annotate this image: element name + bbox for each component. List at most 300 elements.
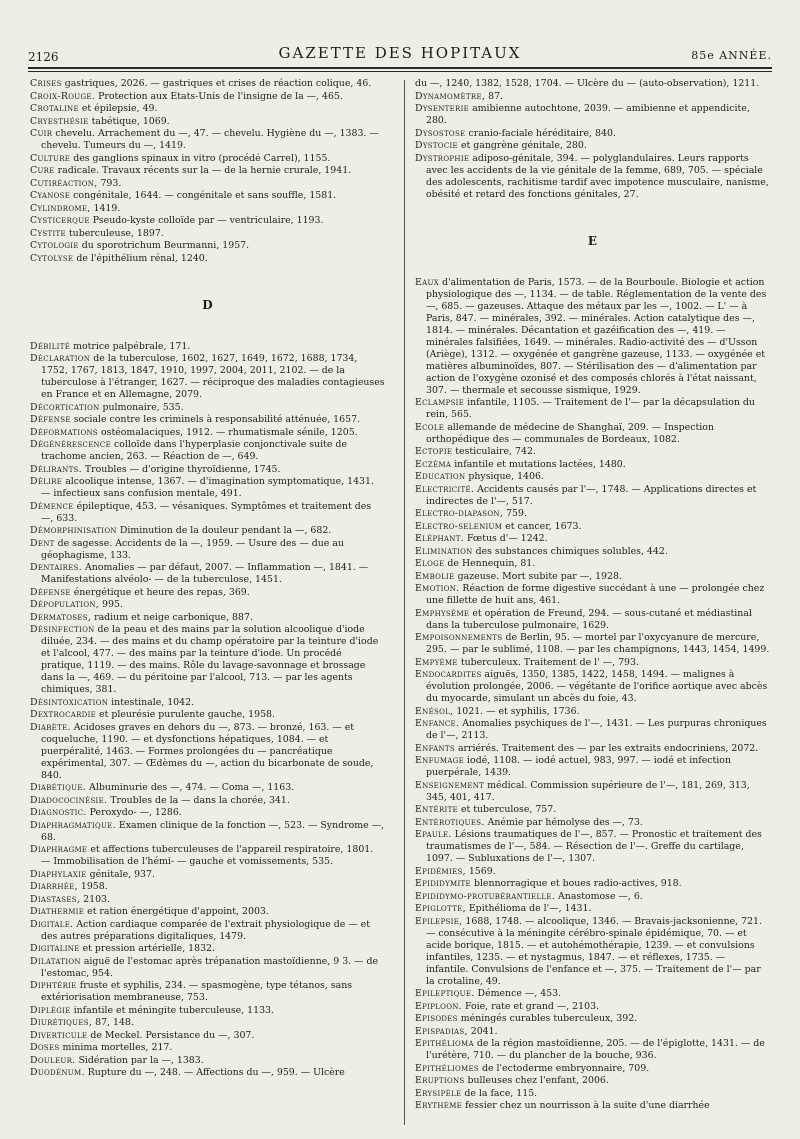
- index-entry: [415, 508, 770, 520]
- index-entry: [30, 103, 385, 115]
- entry-text: radicale. Travaux récents sur la — de la hernie crurale, 1941.: [57, 165, 352, 176]
- entry-term: Cytologie: [30, 240, 79, 251]
- entry-text: Epithélioma de l'—, 1431.: [468, 903, 592, 914]
- entry-term: Digitale.: [30, 918, 74, 930]
- entry-term: Epaule.: [415, 829, 452, 840]
- entry-text: Troubles — d'origine thyroïdienne, 1745.: [84, 463, 281, 475]
- entry-term: Déformations: [30, 426, 99, 438]
- entry-term: Dilatation: [30, 955, 81, 967]
- header-rule-thin: [28, 71, 772, 72]
- entry-text: Troubles de la — dans la chorée, 341.: [110, 794, 290, 806]
- index-entry: [415, 1001, 770, 1013]
- index-entry: [415, 1088, 770, 1100]
- index-entry: [30, 1030, 385, 1042]
- entry-term: Cuir: [30, 128, 53, 139]
- index-entry: [30, 525, 385, 537]
- entry-text: motrice palpébrale, 171.: [73, 340, 191, 352]
- entry-term: Diaphragme: [30, 844, 88, 855]
- index-entry: [30, 562, 385, 586]
- entry-term: Défense: [30, 586, 71, 598]
- index-entry: [415, 1038, 770, 1062]
- index-entry: [30, 881, 385, 893]
- entry-term: Electro-diapason,: [415, 508, 504, 519]
- header-rule: [28, 67, 772, 69]
- entry-text: minima mortelles, 217.: [62, 1042, 173, 1053]
- entry-term: Embolie: [415, 570, 455, 582]
- entry-term: Diverticule: [30, 1029, 88, 1041]
- entry-term: Cutiréaction,: [30, 177, 98, 189]
- section-letter: E: [587, 233, 598, 248]
- entry-term: Dégénérescence: [30, 439, 111, 450]
- index-entry: [415, 571, 770, 583]
- index-entry: [30, 215, 385, 227]
- entry-term: Dermatoses,: [30, 611, 92, 623]
- entry-term: Enfants: [415, 742, 455, 754]
- index-entry: [30, 795, 385, 807]
- index-entry: [415, 780, 770, 804]
- entry-text: de la peau et des mains par la solution alcoolique d'iode diluée, 234. — des mains et du champ opératoire par la teinture d'iode et l'alcool, 477. — des mains par la teinture d'iode. Un procédé pratique, 1119. — des mains. Rôle du lavage-savonnage et brossage dans la —, 469. — du péritoine par l'alcool, 713. — par les agents chimiques, 381.: [41, 624, 379, 695]
- entry-text: médical. Commission supérieure de l'—, 181, 269, 313, 345, 401, 417.: [426, 779, 750, 803]
- index-entry: [415, 484, 770, 508]
- index-entry: [415, 128, 770, 140]
- entry-term: Diastases,: [30, 893, 81, 905]
- entry-text: d'alimentation de Paris, 1573. — de la Bourboule. Biologie et action physiologique des —, 1134. — de table. Réglementation de la vente des —, 685. — gazeuses. Attaque des métaux par les —, 1002. — L' — à Paris, 847. — minérales, 392. — minérales. Action catalytique des —, 1814. — minérales. Décantation et gazéification des —, 419. — minérales falsifiées, 1649. — minérales. Radio-activité des — d'Usson (Ariège), 1312. — oxygénée et gangrène gazeuse, 1133. — oxygénée et matières albuminoïdes, 807. — Stérilisation des — d'alimentation par action de l'oxygène ozonisé et des composés chlorés à l'état naissant, 307. — thermale et secousse sismique, 1929.: [426, 276, 767, 396]
- index-entry: [415, 1075, 770, 1087]
- entry-text: physique, 1406.: [468, 471, 544, 482]
- entry-text: aiguë de l'estomac après trépanation mastoïdienne, 9 3. — de l'estomac, 954.: [41, 955, 379, 979]
- entry-term: Diagnostic.: [30, 807, 87, 818]
- entry-term: Empoisonnements: [415, 632, 503, 643]
- index-entry: [30, 980, 385, 1004]
- entry-term: Défense: [30, 414, 71, 425]
- section-letter: D: [202, 297, 213, 312]
- entry-text: allemande de médecine de Shanghaï, 209. — Inspection orthopédique des — communales de Bordeaux, 1082.: [426, 421, 714, 445]
- entry-text: et cancer, 1673.: [505, 520, 582, 532]
- entry-text: adiposo-génitale, 394. — polyglandulaires. Leurs rapports avec les accidents de la vie génitale de la femme, 689, 705. — spéciale des adolescents, rachitisme tardif avec impotence musculaire, nanisme, obésité et retard des fonctions génitales, 27.: [426, 152, 769, 200]
- entry-term: Dextrocardie: [30, 709, 97, 720]
- entry-term: Duodénum.: [30, 1067, 85, 1078]
- entry-text: 1569.: [468, 865, 496, 877]
- index-entry: [30, 894, 385, 906]
- index-entry: [30, 697, 385, 709]
- index-entry: [30, 203, 385, 215]
- index-entry: [415, 755, 770, 779]
- entry-text: de la tuberculose, 1602, 1627, 1649, 1672, 1688, 1734, 1752, 1767, 1813, 1847, 1910, 1997, 2004, 2011, 2102. — de la tuberculose à l'étranger, 1627. — réciproque des maladies contagieuses en France et en Allemagne, 2079.: [41, 353, 385, 400]
- entry-text: ostéomalaciques, 1912. — rhumatismale sénile, 1205.: [101, 426, 358, 438]
- entry-text: 2041.: [470, 1025, 498, 1037]
- column-separator: [404, 80, 405, 1125]
- entry-text: et gangrène génitale, 280.: [460, 140, 587, 151]
- index-entry: [30, 178, 385, 190]
- entry-term: Délire: [30, 476, 63, 487]
- entry-term: Enseignement: [415, 779, 485, 791]
- index-entry: [30, 624, 385, 696]
- entry-term: Epithéliomes: [415, 1062, 480, 1074]
- index-entry: [30, 240, 385, 252]
- entry-term: Cure: [30, 165, 55, 176]
- left-column: [30, 78, 385, 1080]
- entry-text: Rupture du —, 248. — Affections du —, 959. — Ulcère: [87, 1067, 345, 1078]
- entry-text: alcoolique intense, 1367. — d'imagination symptomatique, 1431. — infectieux sans confusion mentale, 491.: [41, 476, 374, 499]
- entry-text: de Berlin, 95. — mortel par l'oxycyanure de mercure, 295. — par le sublimé, 1108. — par les champignons, 1443, 1454, 1499.: [426, 632, 770, 655]
- entry-term: Démence: [30, 500, 74, 512]
- index-entry: [415, 558, 770, 570]
- index-entry: [30, 1055, 385, 1067]
- entry-term: Epithélioma: [415, 1038, 474, 1049]
- entry-text: Pseudo-kyste colloïde par — ventriculaire, 1193.: [92, 215, 324, 226]
- entry-text: Réaction de forme digestive succédant à une — prolongée chez une fillette de huit ans, 461.: [426, 583, 765, 606]
- entry-term: Erythème: [415, 1100, 463, 1111]
- entry-text: intestinale, 1042.: [111, 696, 195, 708]
- entry-text: iodé, 1108. — iodé actuel, 983, 997. — iodé et infection puerpérale, 1439.: [426, 755, 731, 778]
- index-entry: [415, 91, 770, 103]
- entry-text: Anémie par hémolyse des —, 73.: [487, 816, 643, 828]
- index-entry: [30, 612, 385, 624]
- entry-text: 1419.: [93, 202, 121, 214]
- entry-term: Epididymite: [415, 878, 471, 889]
- entry-term: Eloge: [415, 558, 445, 569]
- index-entry: [30, 116, 385, 128]
- entry-text: Acidoses graves en dehors du —, 873. — bronzé, 163. — et coqueluche, 1190. — et dysfonctions hépatiques, 1084. — et puerpéralité, 1463. — Formes prolongées du — pancréatique expérimental, 307. — Œdèmes du —, action du bicarbonate de soude, 840.: [41, 721, 374, 781]
- entry-term: Emphysème: [415, 607, 470, 619]
- index-entry: [30, 165, 385, 177]
- entry-term: Cysticerque: [30, 215, 90, 226]
- entry-term: Dynamomètre,: [415, 90, 486, 102]
- entry-text: radium et neige carbonique, 887.: [94, 611, 253, 623]
- index-entry: [30, 709, 385, 721]
- entry-text: et opération de Freund, 294. — sous-cutané et médiastinal dans la tuberculose pulmonaire, 1629.: [426, 607, 752, 631]
- entry-term: Dent: [30, 537, 55, 549]
- index-entry: [30, 599, 385, 611]
- entry-text: Diminution de la douleur pendant la —, 682.: [119, 525, 332, 536]
- entry-text: Fœtus d'— 1242.: [466, 533, 548, 544]
- entry-text: et pression artérielle, 1832.: [82, 943, 215, 954]
- index-entry: [415, 446, 770, 458]
- entry-text: des substances chimiques solubles, 442.: [475, 545, 668, 557]
- index-entry: [415, 1063, 770, 1075]
- entry-term: Epispadias,: [415, 1025, 468, 1037]
- entry-text: de la région mastoïdienne, 205. — de l'épiglotte, 1431. — de l'urétère, 710. — du plancher de la bouche, 936.: [426, 1038, 765, 1061]
- entry-term: Douleur.: [30, 1054, 76, 1066]
- entry-term: Enfumage: [415, 755, 465, 766]
- index-entry: [415, 916, 770, 988]
- index-entry: [30, 1005, 385, 1017]
- entry-text: Accidents causés par l'—, 1748. — Applications directes et indirectes de l'—, 517.: [426, 483, 757, 507]
- entry-term: Epiglotte,: [415, 903, 466, 914]
- index-entry: [415, 153, 770, 201]
- index-entry: [30, 91, 385, 103]
- index-entry: [30, 402, 385, 414]
- index-entry: [30, 414, 385, 426]
- index-entry: [415, 546, 770, 558]
- entry-text: pulmonaire, 535.: [102, 401, 184, 413]
- entry-term: Dystrophie: [415, 152, 470, 164]
- entry-term: Endocardites: [415, 669, 482, 680]
- entry-text: Protection aux Etats-Unis de l'insigne de la —, 465.: [98, 90, 343, 102]
- entry-text: arriérés. Traitement des — par les extraits endocriniens, 2072.: [457, 742, 759, 754]
- entry-term: Croix-Rouge.: [30, 90, 96, 102]
- index-entry: [415, 743, 770, 755]
- entry-term: Diphtérie: [30, 980, 77, 991]
- index-entry: [415, 891, 770, 903]
- index-entry: [415, 277, 770, 397]
- index-entry: [30, 587, 385, 599]
- entry-text: et tuberculose, 757.: [460, 804, 557, 815]
- entry-term: Diaphylaxie: [30, 868, 87, 880]
- entry-term: Erysipèle: [415, 1087, 462, 1099]
- entry-text: 1688, 1748. — alcoolique, 1346. — Bravais-jacksonienne, 721. — consécutive à la méningite cérébro-spinale épidémique, 70. — et acide borique, 1815. — et autohémothérapie, 1239. — et convulsions infantiles, 1235. — et nystagmus, 1847. — et réflexes, 1735. — infantile. Convulsions de l'enfance et —, 375. — Traitement de l'— par la crotaline, 49.: [426, 915, 763, 987]
- entry-term: Epidémies,: [415, 865, 466, 877]
- index-entry: [415, 632, 770, 656]
- entry-term: Diadococinésie.: [30, 794, 108, 806]
- index-entry: [30, 722, 385, 782]
- index-entry: [30, 538, 385, 562]
- entry-term: Entérite: [415, 804, 458, 815]
- entry-text: amibienne autochtone, 2039. — amibienne et appendicite, 280.: [426, 103, 750, 126]
- index-entry: [30, 501, 385, 525]
- entry-term: Délirants.: [30, 463, 82, 475]
- entry-text: sociale contre les criminels à responsabilité atténuée, 1657.: [73, 414, 361, 425]
- entry-text: Anomalies psychiques de l'—, 1431. — Les purpuras chroniques de l'—, 2113.: [426, 718, 767, 741]
- entry-text: infantile et méningite tuberculeuse, 1133.: [73, 1004, 275, 1016]
- entry-term: Eclampsie: [415, 397, 465, 408]
- index-entry: [30, 919, 385, 943]
- entry-term: Déclaration: [30, 353, 91, 364]
- entry-term: Dentaires.: [30, 562, 83, 573]
- entry-text: Action cardiaque comparée de l'extrait physiologique de — et des autres préparations digitaliques, 1479.: [41, 918, 370, 942]
- index-entry: [415, 1013, 770, 1025]
- index-entry: [415, 397, 770, 421]
- index-entry: [30, 869, 385, 881]
- entry-term: Enésol,: [415, 705, 454, 717]
- entry-term: Cylindrome,: [30, 202, 91, 214]
- entry-term: Crises: [30, 78, 62, 89]
- entry-term: Cryesthésie: [30, 115, 89, 127]
- page-number: 2126: [28, 50, 59, 64]
- index-entry: [415, 866, 770, 878]
- entry-term: Eléphant.: [415, 533, 464, 544]
- index-entry: [415, 103, 770, 127]
- entry-text: et épilepsie, 49.: [81, 103, 158, 114]
- entry-text: gastriques, 2026. — gastriques et crises de réaction colique, 46.: [64, 78, 372, 89]
- entry-term: Dystocie: [415, 140, 458, 151]
- entry-text: tabétique, 1069.: [91, 115, 170, 127]
- index-entry: [30, 906, 385, 918]
- entry-text: chevelu. Arrachement du —, 47. — chevelu. Hygiène du —, 1383. — chevelu. Tumeurs du —, 1419.: [41, 128, 379, 151]
- entry-text: gazeuse. Mort subite par —, 1928.: [457, 570, 622, 582]
- entry-text: infantile, 1105. — Traitement de l'— par la décapsulation du rein, 565.: [426, 397, 755, 420]
- entry-term: Empyème: [415, 656, 458, 668]
- entry-term: Cytolyse: [30, 252, 74, 264]
- index-entry: [415, 422, 770, 446]
- entry-term: Diaphragmatique.: [30, 819, 116, 831]
- index-entry: [415, 829, 770, 865]
- entry-term: Diabète.: [30, 721, 71, 733]
- entry-text: tuberculeuse, 1897.: [68, 227, 164, 239]
- index-entry: [30, 464, 385, 476]
- entry-text: Anastomose —, 6.: [558, 890, 643, 902]
- index-entry: [30, 427, 385, 439]
- index-entry: [415, 804, 770, 816]
- index-entry: [415, 706, 770, 718]
- entry-text: de Meckel. Persistance du —, 307.: [90, 1029, 255, 1041]
- entry-text: du —, 1240, 1382, 1528, 1704. — Ulcère du — (auto-observation), 1211.: [415, 78, 760, 89]
- entry-text: et ration énergétique d'appoint, 2003.: [87, 906, 269, 917]
- index-entry: [30, 341, 385, 353]
- index-entry: [30, 190, 385, 202]
- entry-text: fruste et syphilis, 234. — spasmogène, type tétanos, sans extériorisation membraneuse, 753.: [41, 980, 353, 1003]
- entry-term: Diabétique.: [30, 782, 87, 793]
- index-entry: [30, 353, 385, 401]
- index-entry: [30, 1042, 385, 1054]
- index-entry: [30, 1017, 385, 1029]
- index-entry: [415, 78, 770, 90]
- entry-text: 1958.: [80, 881, 108, 892]
- entry-text: Peroxydo- —, 1286.: [89, 807, 182, 818]
- entry-text: des ganglions spinaux in vitro (procédé Carrel), 1155.: [73, 152, 331, 164]
- index-entry: [415, 718, 770, 742]
- entry-term: Débilité: [30, 340, 71, 352]
- index-entry: [415, 521, 770, 533]
- entry-text: congénitale, 1644. — congénitale et sans souffle, 1581.: [73, 190, 337, 201]
- entry-text: fessier chez un nourrisson à la suite d'une diarrhée: [465, 1100, 710, 1111]
- index-entry: [415, 903, 770, 915]
- entry-text: Sidération par la —, 1383.: [78, 1054, 204, 1066]
- entry-term: Digitaline: [30, 943, 80, 954]
- entry-text: 87.: [488, 90, 504, 102]
- index-entry: [30, 128, 385, 152]
- entry-text: Démence —, 453.: [477, 988, 562, 999]
- entry-text: du sporotrichum Beurmanni, 1957.: [81, 240, 250, 251]
- entry-text: 87, 148.: [95, 1017, 134, 1028]
- entry-term: Ectopie: [415, 446, 453, 457]
- index-entry: [415, 140, 770, 152]
- entry-text: de la face, 115.: [464, 1087, 538, 1099]
- entry-text: de l'épithélium rénal, 1240.: [76, 252, 208, 264]
- entry-text: 793.: [100, 177, 122, 189]
- index-entry: [30, 78, 385, 90]
- entry-text: cranio-faciale héréditaire, 840.: [468, 127, 616, 139]
- index-entry: [415, 608, 770, 632]
- index-entry: [415, 817, 770, 829]
- index-entry: [30, 439, 385, 463]
- index-entry: [30, 253, 385, 265]
- entry-text: Foie, rate et grand —, 2103.: [464, 1000, 600, 1012]
- index-entry: [30, 228, 385, 240]
- entry-text: méningés curables tuberculeux, 392.: [460, 1013, 638, 1024]
- entry-term: Episodes: [415, 1013, 458, 1024]
- index-entry: [30, 844, 385, 868]
- entry-text: Examen clinique de la fonction —, 523. — Syndrome —, 68.: [41, 819, 385, 843]
- entry-text: Lésions traumatiques de l'—, 857. — Pronostic et traitement des traumatismes de l'—, 584. — Résection de l'—. Greffe du cartilage, 1097. — Subluxations de l'—, 1307.: [426, 829, 762, 864]
- entry-text: 995.: [102, 599, 123, 610]
- index-entry: [30, 807, 385, 819]
- index-entry: [30, 153, 385, 165]
- index-entry: [415, 878, 770, 890]
- entry-term: Enfance.: [415, 718, 460, 729]
- entry-term: Epilepsie,: [415, 915, 463, 927]
- index-entry: [30, 476, 385, 500]
- index-entry: [30, 820, 385, 844]
- entry-text: énergétique et heure des repas, 369.: [73, 586, 250, 598]
- entry-text: aiguës, 1350, 1385, 1422, 1458, 1494. — malignes à évolution prolongée, 2006. — végétante de l'orifice aortique avec abcès du myocarde, simulant un abcès du foie, 43.: [426, 669, 768, 704]
- entry-term: Décortication: [30, 401, 100, 413]
- entry-text: génitale, 937.: [89, 868, 155, 880]
- entry-text: 1021. — et syphilis, 1736.: [456, 705, 580, 717]
- right-column: [415, 78, 770, 1113]
- entry-term: Doses: [30, 1042, 60, 1053]
- entry-term: Electro-selenium: [415, 520, 503, 532]
- entry-term: Eaux: [415, 276, 439, 288]
- entry-text: infantile et mutations lactées, 1480.: [454, 458, 626, 470]
- entry-term: Diathermie: [30, 906, 85, 917]
- entry-text: testiculaire, 742.: [455, 446, 536, 457]
- entry-term: Eczéma: [415, 458, 452, 470]
- entry-term: Cyanose: [30, 190, 71, 201]
- entry-term: Dysenterie: [415, 103, 470, 114]
- entry-term: Entérotiques.: [415, 816, 485, 828]
- entry-term: Emotion.: [415, 583, 460, 594]
- entry-text: de Hennequin, 81.: [447, 558, 536, 569]
- index-entry: [415, 1100, 770, 1112]
- entry-term: Ecole: [415, 421, 445, 433]
- journal-title: GAZETTE DES HOPITAUX: [278, 44, 522, 62]
- entry-text: épileptique, 453. — vésaniques. Symptômes et traitement des —, 633.: [41, 500, 372, 524]
- entry-text: Anomalies — par défaut, 2007. — Inflammation —, 1841. — Manifestations alvéolo- — de la tuberculose, 1451.: [41, 562, 369, 585]
- index-entry: [415, 533, 770, 545]
- entry-term: Diurétiques,: [30, 1017, 93, 1028]
- index-entry: [30, 956, 385, 980]
- entry-term: Electricité.: [415, 483, 475, 495]
- index-entry: [30, 1067, 385, 1079]
- index-entry: [415, 1026, 770, 1038]
- entry-term: Culture: [30, 152, 71, 164]
- entry-text: de sagesse. Accidents de la —, 1959. — Usure des — due au géophagisme, 133.: [41, 537, 344, 561]
- index-entry: [415, 657, 770, 669]
- index-entry: [415, 988, 770, 1000]
- entry-text: et pleurésie purulente gauche, 1958.: [99, 709, 275, 720]
- entry-text: et affections tuberculeuses de l'appareil respiratoire, 1801. — Immobilisation de l'hémi- — gauche et vomissements, 535.: [41, 844, 374, 867]
- index-entry: [30, 943, 385, 955]
- index-entry: [415, 669, 770, 705]
- entry-text: bulleuses chez l'enfant, 2006.: [467, 1075, 609, 1086]
- entry-term: Education: [415, 471, 466, 482]
- entry-term: Epididymo-protubérantielle.: [415, 890, 556, 902]
- index-entry: [415, 459, 770, 471]
- entry-term: Cystite: [30, 227, 66, 239]
- entry-term: Démorphinisation: [30, 525, 117, 536]
- index-entry: [415, 583, 770, 607]
- entry-term: Désintoxication: [30, 696, 109, 708]
- entry-term: Diarrhée,: [30, 881, 78, 892]
- year-label: 85e ANNÉE.: [691, 49, 772, 62]
- index-entry: [30, 782, 385, 794]
- entry-text: Albuminurie des —, 474. — Coma —, 1163.: [89, 782, 295, 793]
- entry-term: Eruptions: [415, 1075, 465, 1086]
- entry-text: colloïde dans l'hyperplasie conjonctivale suite de trachome ancien, 263. — Réaction de —, 649.: [41, 439, 347, 462]
- entry-term: Epileptique.: [415, 988, 475, 999]
- entry-text: de l'ectoderme embryonnaire, 709.: [482, 1062, 650, 1074]
- page-header: [0, 44, 800, 66]
- entry-term: Désinfection: [30, 624, 95, 635]
- entry-text: tuberculeux. Traitement de l' —, 793.: [460, 656, 639, 668]
- entry-text: blennorragique et boues radio-actives, 918.: [473, 878, 682, 889]
- entry-text: 2103.: [83, 893, 110, 905]
- entry-term: Dysostose: [415, 127, 466, 139]
- entry-term: Crotaline: [30, 103, 79, 114]
- entry-term: Diplégie: [30, 1004, 71, 1016]
- entry-term: Epiploon.: [415, 1000, 462, 1012]
